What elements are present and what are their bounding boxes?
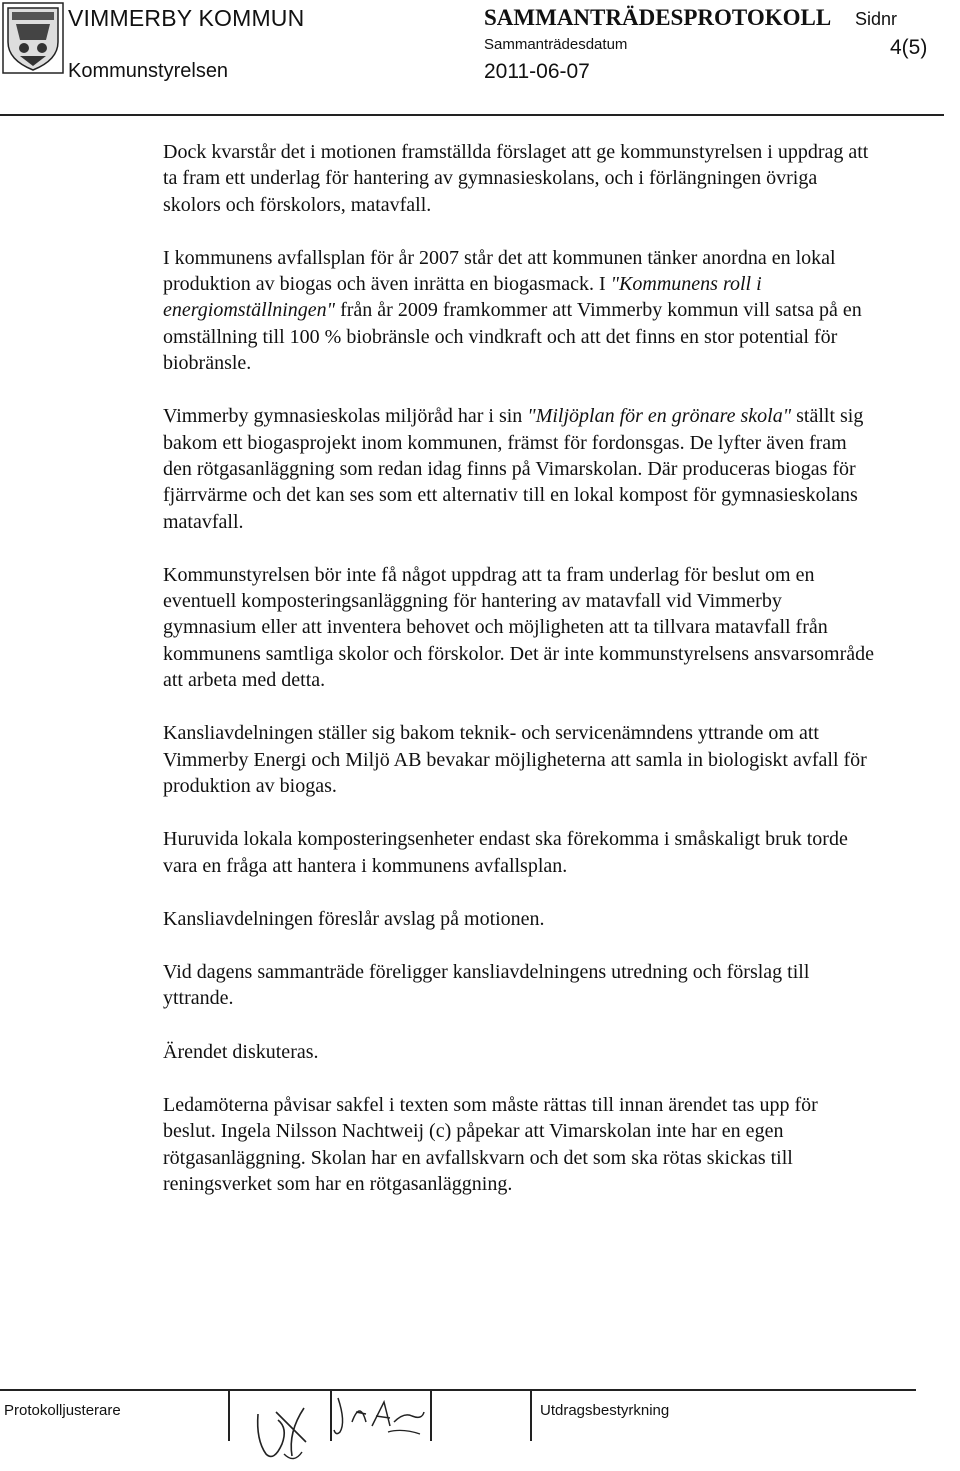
date-label: Sammanträdesdatum <box>484 36 628 53</box>
paragraph-3-plan-title: "Miljöplan för en grönare skola" <box>527 405 792 428</box>
paragraph-9: Ärendet diskuteras. <box>163 1040 319 1063</box>
extract-certification-label: Utdragsbestyrkning <box>540 1402 670 1419</box>
coat-of-arms-icon <box>2 2 64 74</box>
footer-divider <box>0 1389 916 1391</box>
footer-column-divider <box>228 1389 230 1441</box>
footer-column-divider <box>530 1389 532 1441</box>
header-divider <box>0 114 944 116</box>
paragraph-3-part-b: ställt sig bakom ett biogasprojekt inom kommunen, främst för fordonsgas. De lyfter även fram den rötgasanläggning som redan idag finns på Vimarskolan. Där produceras biogas för fjärrvärme och det kan ses som ett alternativ till en lokal kompost för gymnasieskolans matavfall. <box>163 405 864 533</box>
paragraph-10: Ledamöterna påvisar sakfel i texten som måste rättas till innan ärendet tas upp för beslut. Ingela Nilsson Nachtweij (c) påpekar att Vimarskolan inte har en egen rötgasanläggning. Skolan har en avfallskvarn och det som ska rötas skickas till reningsverket som har en rötgasanläggning. <box>163 1094 818 1195</box>
paragraph-4: Kommunstyrelsen bör inte få något uppdrag att ta fram underlag för beslut om en eventuell komposteringsanläggning för hantering av matavfall vid Vimmerby gymnasium eller att inventera behovet och möjligheten att ta tillvara matavfall från kommunens samtliga skolor och förskolor. Det är inte kommunstyrelsens ansvarsområde att arbeta med detta. <box>163 563 874 692</box>
page-label: Sidnr <box>855 9 898 29</box>
paragraph-2-report-title: "Kommunens roll i energiomställningen" <box>163 273 762 322</box>
paragraph-2-part-a: I kommunens avfallsplan för år 2007 står det att kommunen tänker anordna en lokal produktion av biogas och även inrätta en biogasmack. I <box>163 246 836 296</box>
document-title: SAMMANTRÄDESPROTOKOLL <box>484 5 832 30</box>
paragraph-3 <box>163 403 875 534</box>
org-name: VIMMERBY KOMMUN <box>68 5 305 31</box>
page-number: 4(5) <box>890 36 928 59</box>
paragraph-2-part-b: från år 2009 framkommer att Vimmerby kommun vill satsa på en omställning till 100 % biobränsle och vindkraft och att det finns en stor potential för biobränsle. <box>163 299 862 375</box>
paragraph-2 <box>163 245 875 376</box>
paragraph-6: Huruvida lokala komposteringsenheter endast ska förekomma i småskaligt bruk torde vara en fråga att hantera i kommunens avfallsplan. <box>163 828 848 877</box>
paragraph-5: Kansliavdelningen ställer sig bakom teknik- och servicenämndens yttrande om att Vimmerby Energi och Miljö AB bevakar möjligheterna att samla in biologiskt avfall för produktion av biogas. <box>163 722 867 797</box>
signature-initials-1 <box>248 1392 318 1466</box>
paragraph-3-part-a: Vimmerby gymnasieskolas miljöråd har i sin <box>163 405 528 428</box>
protocol-body <box>163 139 875 1224</box>
footer-column-divider <box>430 1389 432 1441</box>
paragraph-7: Kansliavdelningen föreslår avslag på motionen. <box>163 907 545 930</box>
paragraph-1: Dock kvarstår det i motionen framställda förslaget att ge kommunstyrelsen i uppdrag att ta fram ett underlag för hantering av gymnasieskolans, och i förlängningen övriga skolors och förskolors, matavfall. <box>163 141 869 216</box>
adjusters-label: Protokolljusterare <box>4 1402 121 1419</box>
signature-initials-2 <box>332 1392 426 1442</box>
body-name: Kommunstyrelsen <box>68 60 229 82</box>
meeting-date: 2011-06-07 <box>484 60 590 83</box>
paragraph-8: Vid dagens sammanträde föreligger kansliavdelningens utredning och förslag till yttrande. <box>163 961 810 1010</box>
